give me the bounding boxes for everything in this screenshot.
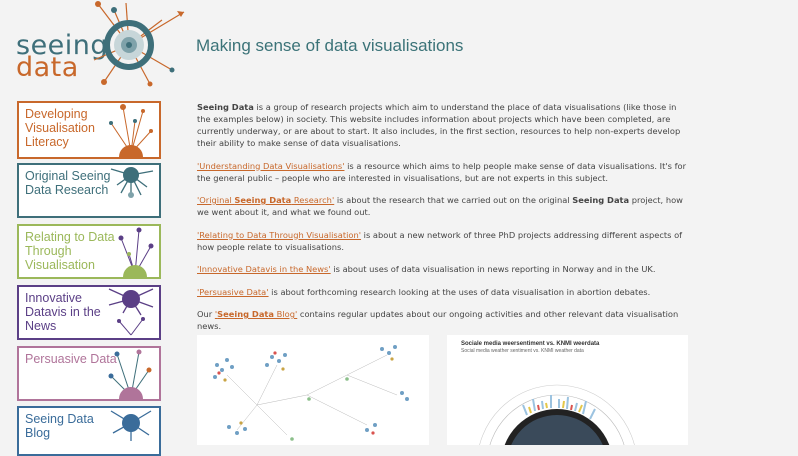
paragraph-persuasive	[197, 286, 687, 298]
sidebar-item-label: Original Seeing Data Research	[25, 169, 111, 197]
sidebar-item-label: Persuasive Data	[25, 352, 117, 366]
card-title: Sociale media weersentiment vs. KNMI weerdata	[461, 341, 600, 347]
tree-visualisation-image	[197, 335, 429, 445]
relating-to-data-link[interactable]: 'Relating to Data Through Visualisation'	[197, 229, 362, 240]
link-text: '	[214, 309, 218, 319]
site-title: Making sense of data visualisations	[196, 36, 464, 55]
sidebar-item-label: Relating to Data Through Visualisation	[25, 230, 115, 272]
paragraph-text: contains regular updates about our ongoing activities and other relevant data visualisation news.	[197, 309, 679, 331]
paragraph-blog	[197, 308, 687, 332]
link-text: 'Original	[197, 195, 235, 205]
intro-paragraph	[197, 101, 687, 149]
intro-text: is a group of research projects which aim to understand the place of data visualisations (like those in the examples below) in society. This website includes information about projects which have been completed, are currently underway, or are about to start. It also includes, in the first section, resources to help non-experts develop their ability to make sense of data visualisations.	[197, 102, 681, 148]
sidebar-item-persuasive-data[interactable]	[17, 346, 161, 401]
sidebar-item-original-seeing-data-research[interactable]	[17, 163, 161, 218]
sidebar-item-label: Innovative Datavis in the News	[25, 291, 101, 333]
link-text: Research'	[291, 195, 335, 205]
sidebar-item-label: Seeing Data Blog	[25, 412, 94, 440]
paragraph-understanding	[197, 160, 687, 184]
example-visualisation-weather-card[interactable]	[447, 335, 688, 445]
brand-name: Seeing Data	[572, 195, 630, 205]
paragraph-relating	[197, 229, 687, 253]
sidebar-item-developing-visualisation-literacy[interactable]	[17, 101, 161, 159]
logo-word-seeing: seeing	[16, 30, 109, 61]
logo-word-data: data	[16, 52, 79, 83]
paragraph-text: Our	[197, 309, 215, 319]
paragraph-original	[197, 194, 687, 218]
paragraph-text: is about a new network of three PhD projects addressing different aspects of how people relate to visualisations.	[197, 229, 683, 252]
innovative-datavis-link[interactable]: 'Innovative Datavis in the News'	[197, 264, 331, 274]
sidebar-item-relating-to-data[interactable]	[17, 224, 161, 279]
paragraph-text: is about uses of data visualisation in news reporting in Norway and in the UK.	[330, 264, 656, 274]
original-seeing-data-research-link[interactable]	[197, 195, 334, 205]
link-bold-text: Seeing Data	[217, 309, 274, 319]
site-logo[interactable]	[14, 0, 189, 83]
persuasive-data-link[interactable]: 'Persuasive Data'	[197, 286, 269, 297]
paragraph-text: project, how we went about it, and what we found out.	[197, 195, 683, 217]
seeing-data-blog-link[interactable]	[215, 309, 297, 319]
logo-eye-icon	[84, 0, 199, 95]
sidebar-item-label: Developing Visualisation Literacy	[25, 107, 95, 149]
understanding-data-visualisations-link[interactable]: 'Understanding Data Visualisations'	[197, 160, 345, 171]
main-content	[197, 101, 687, 343]
paragraph-text: is about the research that we carried out on the original	[334, 195, 573, 205]
card-subtitle: Social media weather sentiment vs. KNMI weather data	[461, 348, 584, 354]
paragraph-innovative	[197, 263, 687, 275]
example-visualisation-tree-card[interactable]	[197, 335, 429, 445]
paragraph-text: is a resource which aims to help people make sense of data visualisations. It's for the general public – people who are interested in visualisations, but are not experts in this subject.	[197, 160, 687, 183]
brand-name: Seeing Data	[197, 102, 254, 112]
link-text: Blog'	[273, 309, 298, 319]
sidebar-item-seeing-data-blog[interactable]	[17, 406, 161, 456]
link-bold-text: Seeing Data	[234, 195, 292, 205]
sidebar-item-innovative-datavis[interactable]	[17, 285, 161, 340]
paragraph-text: is about forthcoming research looking at the uses of data visualisation in abortion debates.	[268, 286, 651, 297]
